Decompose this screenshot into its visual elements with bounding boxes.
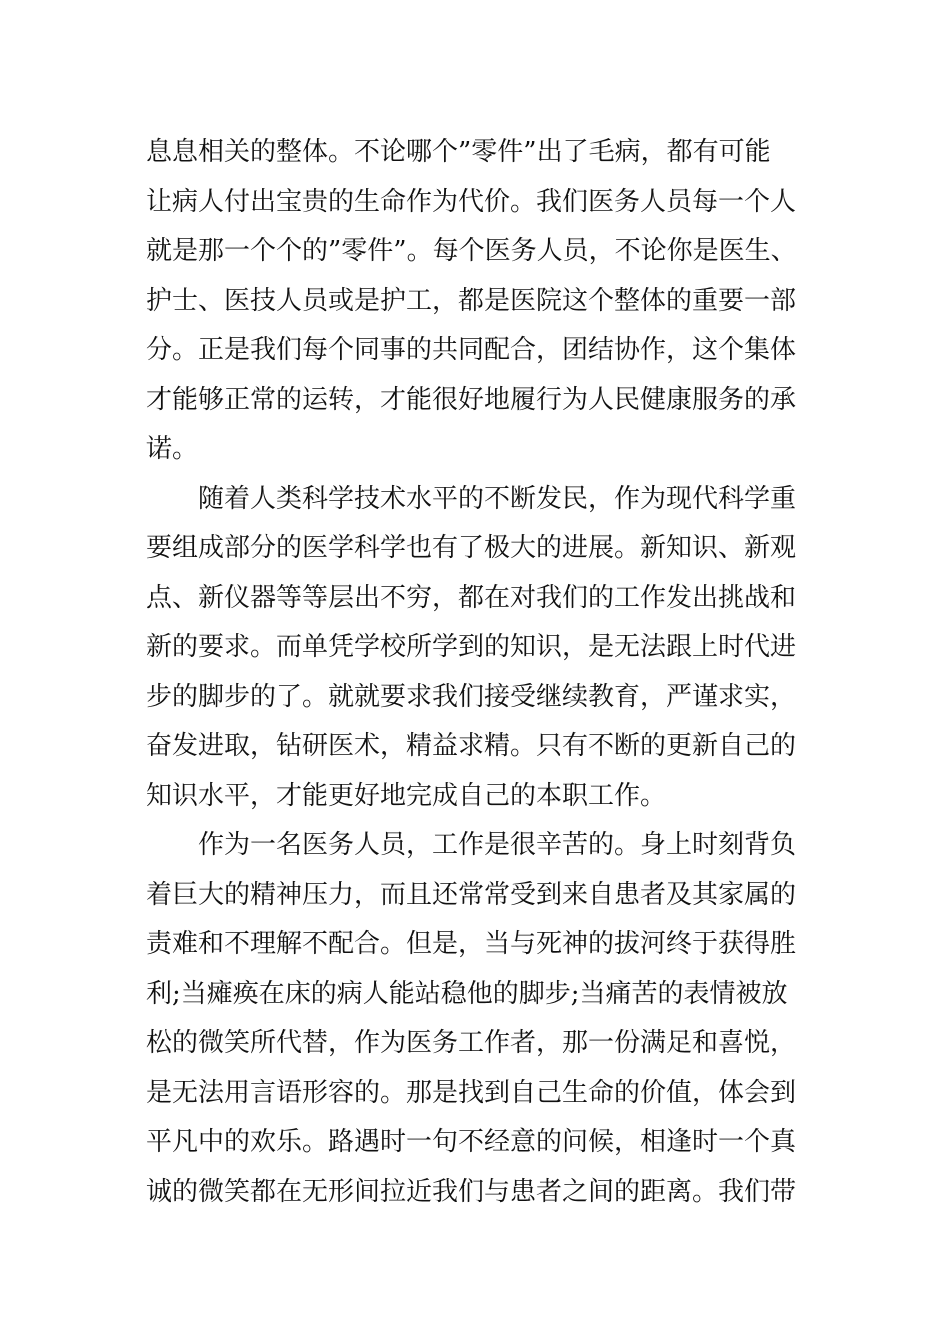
text-line: 护士、医技人员或是护工，都是医院这个整体的重要一部 — [146, 285, 797, 316]
text-line: 息息相关的整体。不论哪个”零件”出了毛病，都有可能 — [146, 137, 771, 167]
text-line: 责难和不理解不配合。但是，当与死神的拔河终于获得胜 — [146, 929, 797, 959]
text-line: 让病人付出宝贵的生命作为代价。我们医务人员每一个人 — [146, 186, 797, 217]
text-line: 才能够正常的运转，才能很好地履行为人民健康服务的承 — [146, 384, 797, 415]
text-line: 利;当瘫痪在床的病人能站稳他的脚步;当痛苦的表情被放 — [146, 978, 788, 1009]
text-line: 分。正是我们每个同事的共同配合，团结协作，这个集体 — [146, 335, 797, 365]
text-line: 是无法用言语形容的。那是找到自己生命的价值，体会到 — [146, 1077, 797, 1108]
text-line: 着巨大的精神压力，而且还常常受到来自患者及其家属的 — [146, 879, 797, 910]
text-line: 要组成部分的医学科学也有了极大的进展。新知识、新观 — [146, 533, 797, 563]
text-line: 知识水平，才能更好地完成自己的本职工作。 — [146, 780, 667, 811]
text-line: 作为一名医务人员，工作是很辛苦的。身上时刻背负 — [198, 830, 797, 860]
text-line: 诺。 — [146, 434, 199, 464]
text-line: 步的脚步的了。就就要求我们接受继续教育，严谨求实， — [146, 681, 797, 712]
text-line: 点、新仪器等等层出不穷，都在对我们的工作发出挑战和 — [146, 582, 797, 613]
text-line: 诚的微笑都在无形间拉近我们与患者之间的距离。我们带 — [146, 1176, 797, 1207]
text-line: 新的要求。而单凭学校所学到的知识，是无法跟上时代进 — [146, 632, 797, 662]
text-line: 平凡中的欢乐。路遇时一句不经意的问候，相逢时一个真 — [146, 1127, 797, 1157]
text-line: 随着人类科学技术水平的不断发民，作为现代科学重 — [198, 483, 797, 514]
body-text — [146, 128, 846, 1217]
text-line: 就是那一个个的”零件”。每个医务人员，不论你是医生、 — [146, 236, 797, 266]
text-line: 松的微笑所代替，作为医务工作者，那一份满足和喜悦， — [146, 1028, 797, 1058]
text-line: 奋发进取，钻研医术，精益求精。只有不断的更新自己的 — [146, 731, 797, 761]
